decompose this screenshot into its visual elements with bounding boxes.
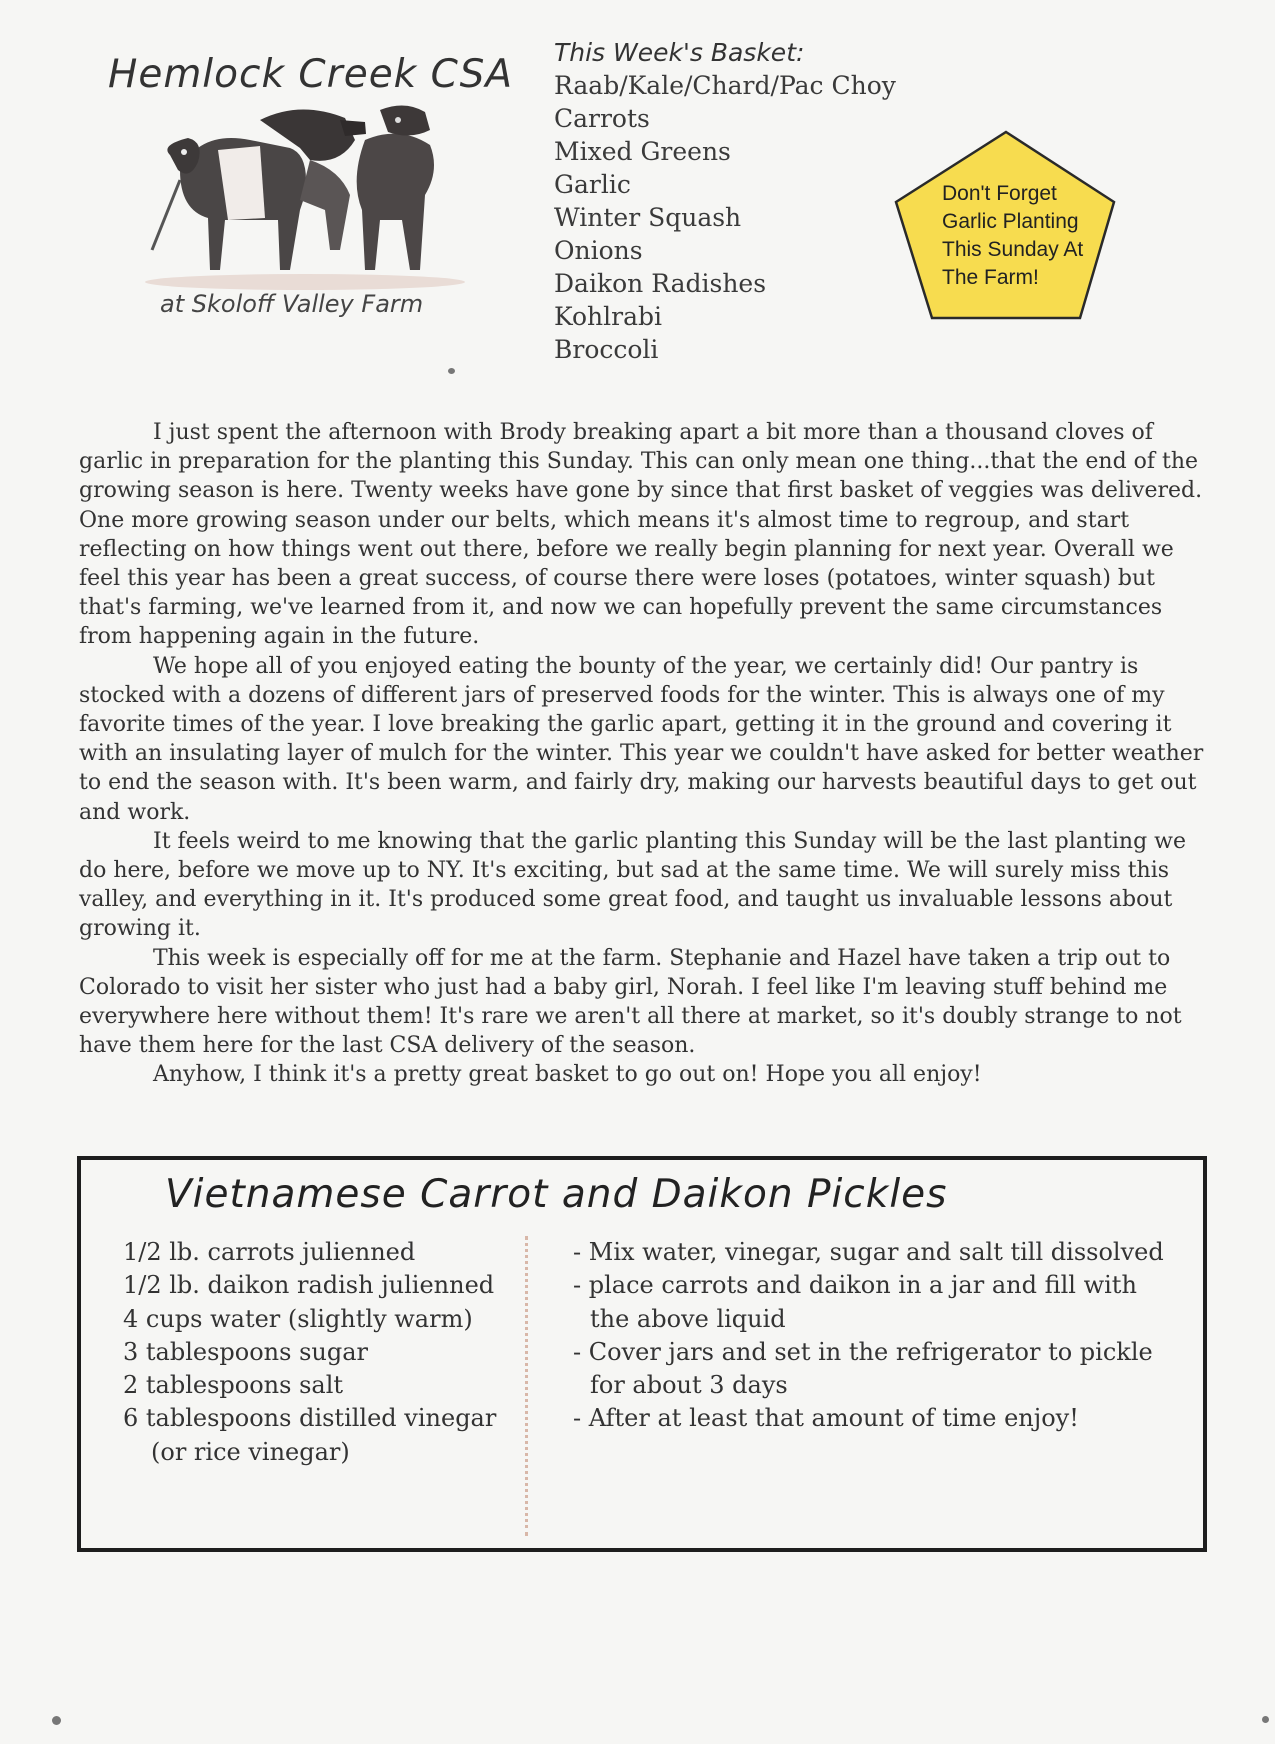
garlic-planting-reminder xyxy=(892,128,1120,324)
column-divider xyxy=(525,1236,528,1536)
weekly-basket xyxy=(554,38,934,366)
farm-letter xyxy=(79,418,1211,1090)
dark-cow-icon xyxy=(357,105,434,270)
recipe-box xyxy=(77,1156,1207,1552)
basket-item: Raab/Kale/Chard/Pac Choy xyxy=(554,71,896,100)
ingredient-item: 3 tablespoons sugar xyxy=(123,1337,368,1366)
ingredient-item: 1/2 lb. daikon radish julienned xyxy=(123,1271,495,1300)
ingredient-item: 6 tablespoons distilled vinegar xyxy=(123,1404,497,1433)
letter-paragraph: We hope all of you enjoyed eating the bounty of the year, we certainly did! Our pantry is stocked with a dozens of different jars of preserved foods for the winter. This is always one of my favorite times of the year. I love breaking the garlic apart, getting it in the ground and covering it with an insulating layer of mulch for the winter. This year we couldn't have asked for better weather to end the season with. It's been warm, and fairly dry, making our harvests beautiful days to get out and work. xyxy=(79,653,1204,825)
letter-paragraph: It feels weird to me knowing that the garlic planting this Sunday will be the last planting we do here, before we move up to NY. It's exciting, but sad at the same time. We will surely miss this valley, and everything in it. It's produced some great food, and taught us invaluable lessons about growing it. xyxy=(79,828,1186,942)
scan-speck xyxy=(448,368,455,374)
reminder-line: Don't Forget xyxy=(942,182,1057,205)
basket-item: Onions xyxy=(554,236,643,265)
farm-title: Hemlock Creek CSA xyxy=(108,52,514,97)
recipe-step: - After at least that amount of time enjoy! xyxy=(573,1404,1079,1433)
basket-heading: This Week's Basket: xyxy=(554,38,805,67)
recipe-step: - Cover jars and set in the refrigerator to pickle for about 3 days xyxy=(573,1337,1153,1400)
reminder-line: The Farm! xyxy=(942,266,1039,289)
recipe-steps xyxy=(573,1236,1173,1436)
farm-subtitle: at Skoloff Valley Farm xyxy=(160,290,424,318)
ingredient-item: 1/2 lb. carrots julienned xyxy=(123,1238,416,1266)
letter-paragraph: I just spent the afternoon with Brody breaking apart a bit more than a thousand cloves of garlic in preparation for the planting this Sunday. This can only mean one thing...that the end of the growing season is here. Twenty weeks have gone by since that first basket of veggies was delivered. One more growing season under our belts, which means it's almost time to regroup, and start reflecting on how things went out there, before we really begin planning for next year. Overall we feel this year has been a great success, of course there were loses (potatoes, winter squash) but that's farming, we've learned from it, and now we can hopefully prevent the same circumstances from happening again in the future. xyxy=(79,420,1203,650)
letter-paragraph: Anyhow, I think it's a pretty great basket to go out on! Hope you all enjoy! xyxy=(153,1062,982,1088)
recipe-step: - Mix water, vinegar, sugar and salt till dissolved xyxy=(573,1238,1164,1266)
reminder-text xyxy=(942,180,1112,292)
cows-illustration xyxy=(140,100,470,290)
basket-item: Garlic xyxy=(554,170,631,199)
recipe-title: Vietnamese Carrot and Daikon Pickles xyxy=(165,1172,948,1217)
scan-speck xyxy=(1262,1716,1269,1723)
basket-item: Winter Squash xyxy=(554,203,742,232)
basket-item: Mixed Greens xyxy=(554,137,731,166)
ingredient-item: (or rice vinegar) xyxy=(151,1437,350,1466)
scan-speck xyxy=(52,1716,61,1725)
reminder-line: Garlic Planting xyxy=(942,210,1079,233)
basket-list xyxy=(554,69,934,366)
recipe-step: - place carrots and daikon in a jar and fill with the above liquid xyxy=(573,1271,1137,1333)
basket-item: Daikon Radishes xyxy=(554,269,767,298)
ingredients-list xyxy=(123,1236,553,1469)
reminder-line: This Sunday At xyxy=(942,238,1084,261)
basket-item: Kohlrabi xyxy=(554,302,663,331)
basket-item: Carrots xyxy=(554,104,650,133)
ingredient-item: 4 cups water (slightly warm) xyxy=(123,1304,473,1333)
ingredient-item: 2 tablespoons salt xyxy=(123,1371,344,1400)
basket-item: Broccoli xyxy=(554,335,659,364)
letter-paragraph: This week is especially off for me at the farm. Stephanie and Hazel have taken a trip out to Colorado to visit her sister who just had a baby girl, Norah. I feel like I'm leaving stuff behind me everywhere here without them! It's rare we aren't all there at market, so it's doubly strange to not have them here for the last CSA delivery of the season. xyxy=(79,945,1182,1059)
belted-cow-icon xyxy=(152,138,306,270)
